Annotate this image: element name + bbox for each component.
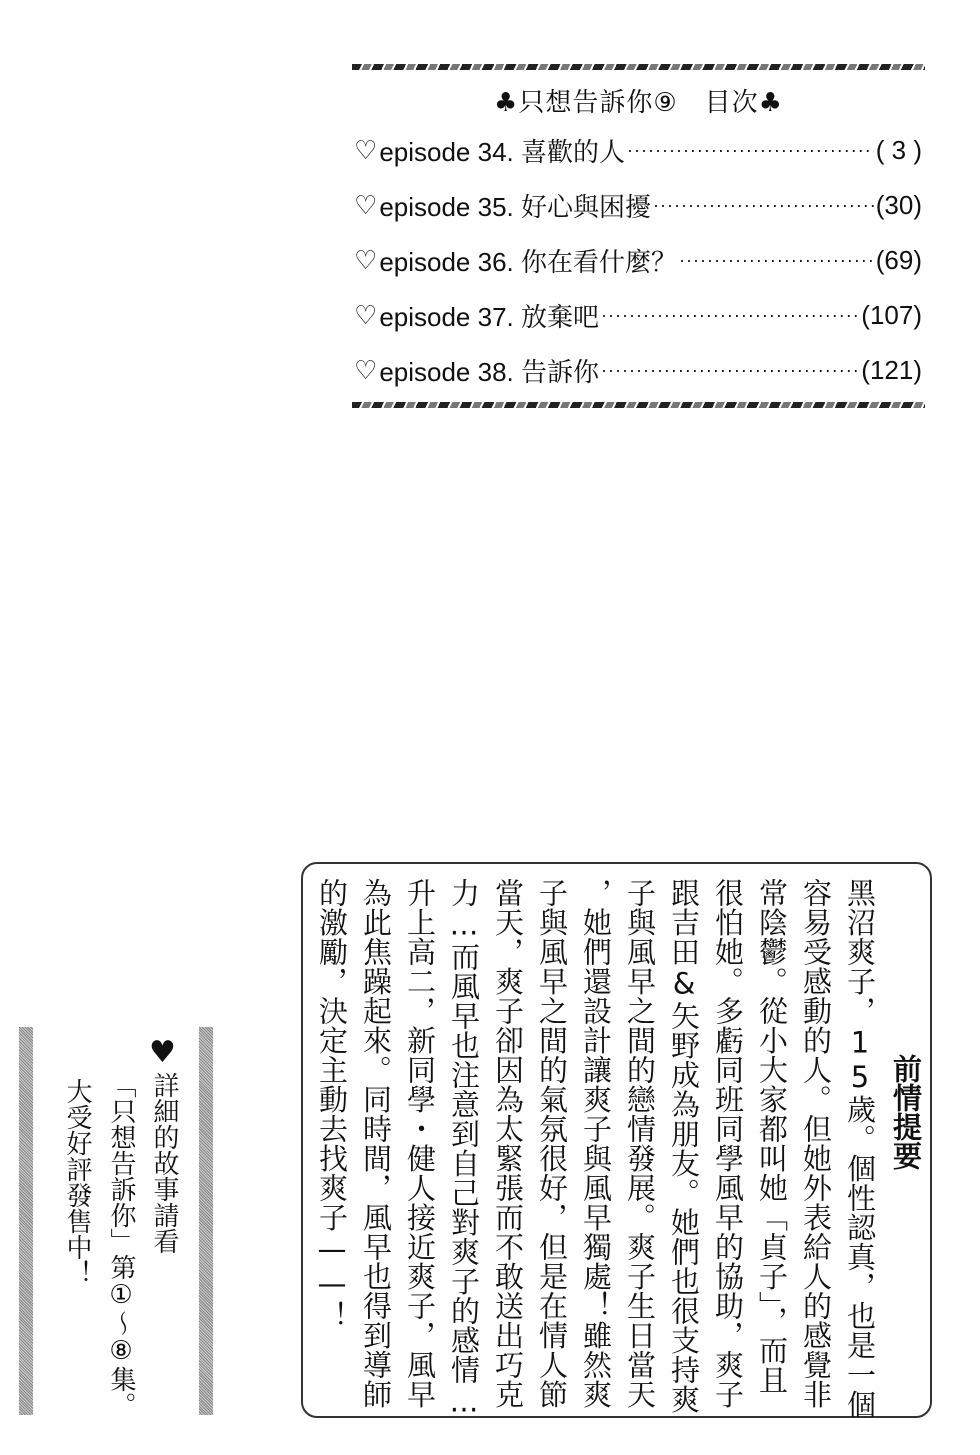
toc-entry: [354, 185, 922, 225]
summary-line: 力…而風早也注意到自己對爽子的感情…: [447, 878, 481, 1419]
toc-bottom-border: [352, 402, 925, 408]
episode-title: episode 35. 好心與困擾: [379, 191, 651, 222]
leader-dots: [601, 305, 859, 326]
summary-line: 當天，爽子卻因為太緊張而不敢送出巧克: [491, 878, 525, 1409]
page-number: (30): [875, 189, 922, 220]
summary-box: [301, 862, 932, 1418]
heart-outline-icon: ♡: [354, 189, 378, 220]
toc-entry: [354, 350, 922, 390]
toc-entry: [354, 295, 922, 335]
episode-title: episode 34. 喜歡的人: [379, 136, 625, 167]
page-number: (121): [861, 354, 922, 385]
page-number: (107): [861, 299, 922, 330]
summary-line: 升上高二，新同學・健人接近爽子，風早: [403, 878, 437, 1409]
episode-title: episode 38. 告訴你: [379, 356, 599, 387]
summary-line: 容易受感動的人。但她外表給人的感覺非: [799, 878, 833, 1409]
summary-line: 子與風早之間的氣氛很好，但是在情人節: [535, 878, 569, 1409]
summary-line: 黑沼爽子，15歲。個性認真，也是一個: [843, 878, 877, 1419]
leader-dots: [653, 195, 874, 216]
summary-line: 很怕她。多虧同班同學風早的協助，爽子: [711, 878, 745, 1409]
episode-title: episode 36. 你在看什麼？: [379, 246, 677, 277]
promo-line: 詳細的故事請看: [149, 1072, 179, 1254]
episode-title: episode 37. 放棄吧: [379, 301, 599, 332]
toc-top-border: [352, 64, 925, 70]
promo-line: 「只想告訴你」第①～⑧集。: [106, 1072, 136, 1418]
heart-icon: ♥: [149, 1035, 176, 1070]
summary-text: [310, 878, 882, 1418]
summary-line: 子與風早之間的戀情發展。爽子生日當天: [623, 878, 657, 1409]
toc-entry: [354, 130, 922, 170]
summary-line: 跟吉田&矢野成為朋友。她們也很支持爽: [667, 878, 701, 1414]
heart-outline-icon: ♡: [354, 299, 378, 330]
summary-line: ，她們還設計讓爽子與風早獨處！雖然爽: [579, 878, 613, 1409]
summary-line: 為此焦躁起來。同時間，風早也得到導師: [359, 878, 393, 1409]
page-number: (69): [875, 244, 922, 275]
heart-outline-icon: ♡: [354, 134, 378, 165]
promo-line: 大受好評發售中！: [62, 1078, 92, 1286]
decorative-stripe-left: [19, 1027, 33, 1415]
summary-line: 常陰鬱。從小大家都叫她「貞子」，而且: [755, 878, 789, 1395]
leader-dots: [627, 140, 874, 161]
toc-title: ♣只想告訴你⑨ 目次♣: [494, 88, 783, 118]
page-number: ( 3 ): [875, 134, 922, 165]
heart-outline-icon: ♡: [354, 354, 378, 385]
leader-dots: [679, 250, 874, 271]
toc-entry: [354, 240, 922, 280]
heart-outline-icon: ♡: [354, 244, 378, 275]
leader-dots: [601, 360, 859, 381]
summary-line: 的激勵，決定主動去找爽子——！: [315, 878, 349, 1331]
summary-title: 前情提要: [889, 1054, 923, 1170]
decorative-stripe-right: [199, 1027, 213, 1415]
